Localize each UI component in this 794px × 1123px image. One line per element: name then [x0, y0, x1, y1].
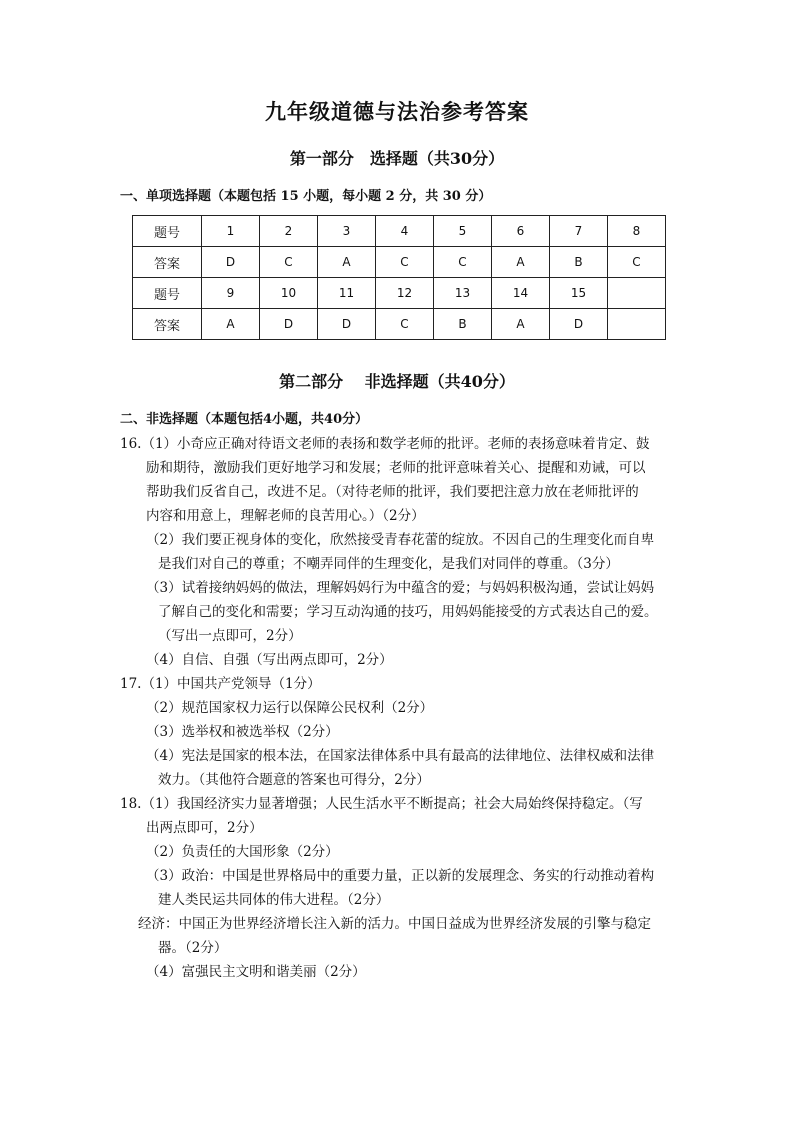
table-cell: 5 [434, 216, 492, 247]
answer-table [132, 215, 666, 340]
q17-part1-line: 17.（1）中国共产党领导（1分） [120, 676, 321, 692]
part1-heading: 第一部分 选择题（共30分） [289, 149, 505, 168]
q16-part4-line: （4）自信、自强（写出两点即可，2分） [146, 652, 393, 668]
q16-part3 [120, 576, 680, 648]
table-cell: 11 [318, 278, 376, 309]
q16-part3-line: （写出一点即可，2分） [158, 628, 302, 644]
q18-part4 [120, 960, 680, 984]
table-cell: 题号 [133, 216, 202, 247]
table-cell: A [492, 309, 550, 340]
table-cell: 3 [318, 216, 376, 247]
q18-part1-line: 18.（1）我国经济实力显著增强；人民生活水平不断提高；社会大局始终保持稳定。（写 [120, 796, 643, 812]
table-cell: A [492, 247, 550, 278]
table-cell: D [550, 309, 608, 340]
part2-heading: 第二部分 非选择题（共40分） [279, 372, 515, 391]
table-cell: 1 [202, 216, 260, 247]
table-cell: C [608, 247, 666, 278]
table-cell: 答案 [133, 309, 202, 340]
q16-part3-line: （3）试着接纳妈妈的做法，理解妈妈行为中蕴含的爱；与妈妈积极沟通，尝试让妈妈 [146, 580, 655, 596]
table-cell: 2 [260, 216, 318, 247]
q16-part2-line: （2）我们要正视身体的变化，欣然接受青春花蕾的绽放。不因自己的生理变化而自卑 [146, 532, 655, 548]
table-cell: 9 [202, 278, 260, 309]
table-cell: 6 [492, 216, 550, 247]
q18-part1 [120, 792, 680, 840]
part2-section-heading: 二、非选择题（本题包括4小题，共40分） [120, 412, 369, 427]
q16-part1-line: 帮助我们反省自己，改进不足。（对待老师的批评，我们要把注意力放在老师批评的 [146, 484, 639, 500]
q16-part1-line: 内容和用意上，理解老师的良苦用心。）（2分） [146, 508, 425, 524]
table-row [133, 309, 666, 340]
table-cell: C [434, 247, 492, 278]
table-cell: A [318, 247, 376, 278]
table-cell: D [318, 309, 376, 340]
q17-part3-line: （3）选举权和被选举权（2分） [146, 724, 339, 740]
q18-part3-line: 建人类民运共同体的伟大进程。（2分） [158, 892, 390, 908]
q16-part3-line: 了解自己的变化和需要；学习互动沟通的技巧，用妈妈能接受的方式表达自己的爱。 [158, 604, 658, 620]
q18-part3 [120, 864, 680, 912]
table-row [133, 216, 666, 247]
page-title: 九年级道德与法治参考答案 [265, 99, 529, 124]
q18-part2-line: （2）负责任的大国形象（2分） [146, 844, 339, 860]
q16-part1-line: 16.（1）小奇应正确对待语文老师的表扬和数学老师的批评。老师的表扬意味着肯定、鼓 [120, 436, 650, 452]
q17-part4-line: （4）宪法是国家的根本法，在国家法律体系中具有最高的法律地位、法律权威和法律 [146, 748, 655, 764]
table-cell: 4 [376, 216, 434, 247]
table-cell: C [376, 247, 434, 278]
table-cell: D [260, 309, 318, 340]
q17-part4 [120, 744, 680, 792]
q16-part2 [120, 528, 680, 576]
q16-part1 [120, 432, 680, 528]
table-cell: 题号 [133, 278, 202, 309]
q17-part2-line: （2）规范国家权力运行以保障公民权利（2分） [146, 700, 434, 716]
table-cell: C [260, 247, 318, 278]
q17-part3 [120, 720, 680, 744]
q17-part4-line: 效力。（其他符合题意的答案也可得分，2分） [158, 772, 430, 788]
table-cell: 14 [492, 278, 550, 309]
table-cell: B [434, 309, 492, 340]
table-row [133, 278, 666, 309]
table-cell: B [550, 247, 608, 278]
q17-part1 [120, 672, 680, 696]
table-row [133, 247, 666, 278]
table-cell: 7 [550, 216, 608, 247]
table-cell: 15 [550, 278, 608, 309]
answers-body [120, 432, 680, 984]
q18-part1-line: 出两点即可，2分） [146, 820, 263, 836]
q18-part4-line: （4）富强民主文明和谐美丽（2分） [146, 964, 366, 980]
table-cell: 13 [434, 278, 492, 309]
q18-economy-line: 经济：中国正为世界经济增长注入新的活力。中国日益成为世界经济发展的引擎与稳定 [138, 916, 651, 932]
table-cell: D [202, 247, 260, 278]
q17-part2 [120, 696, 680, 720]
part1-section-heading: 一、单项选择题（本题包括 15 小题，每小题 2 分，共 30 分） [120, 189, 492, 204]
table-cell [608, 278, 666, 309]
table-cell: 10 [260, 278, 318, 309]
q18-economy-line: 器。（2分） [158, 940, 228, 956]
table-cell [608, 309, 666, 340]
table-cell: 12 [376, 278, 434, 309]
table-cell: C [376, 309, 434, 340]
q18-part2 [120, 840, 680, 864]
q16-part4 [120, 648, 680, 672]
table-cell: A [202, 309, 260, 340]
q18-economy [120, 912, 680, 960]
table-cell: 8 [608, 216, 666, 247]
table-cell: 答案 [133, 247, 202, 278]
q16-part2-line: 是我们对自己的尊重；不嘲弄同伴的生理变化，是我们对同伴的尊重。（3分） [158, 556, 619, 572]
q18-part3-line: （3）政治：中国是世界格局中的重要力量，正以新的发展理念、务实的行动推动着构 [146, 868, 655, 884]
q16-part1-line: 励和期待，激励我们更好地学习和发展；老师的批评意味着关心、提醒和劝诫，可以 [146, 460, 646, 476]
